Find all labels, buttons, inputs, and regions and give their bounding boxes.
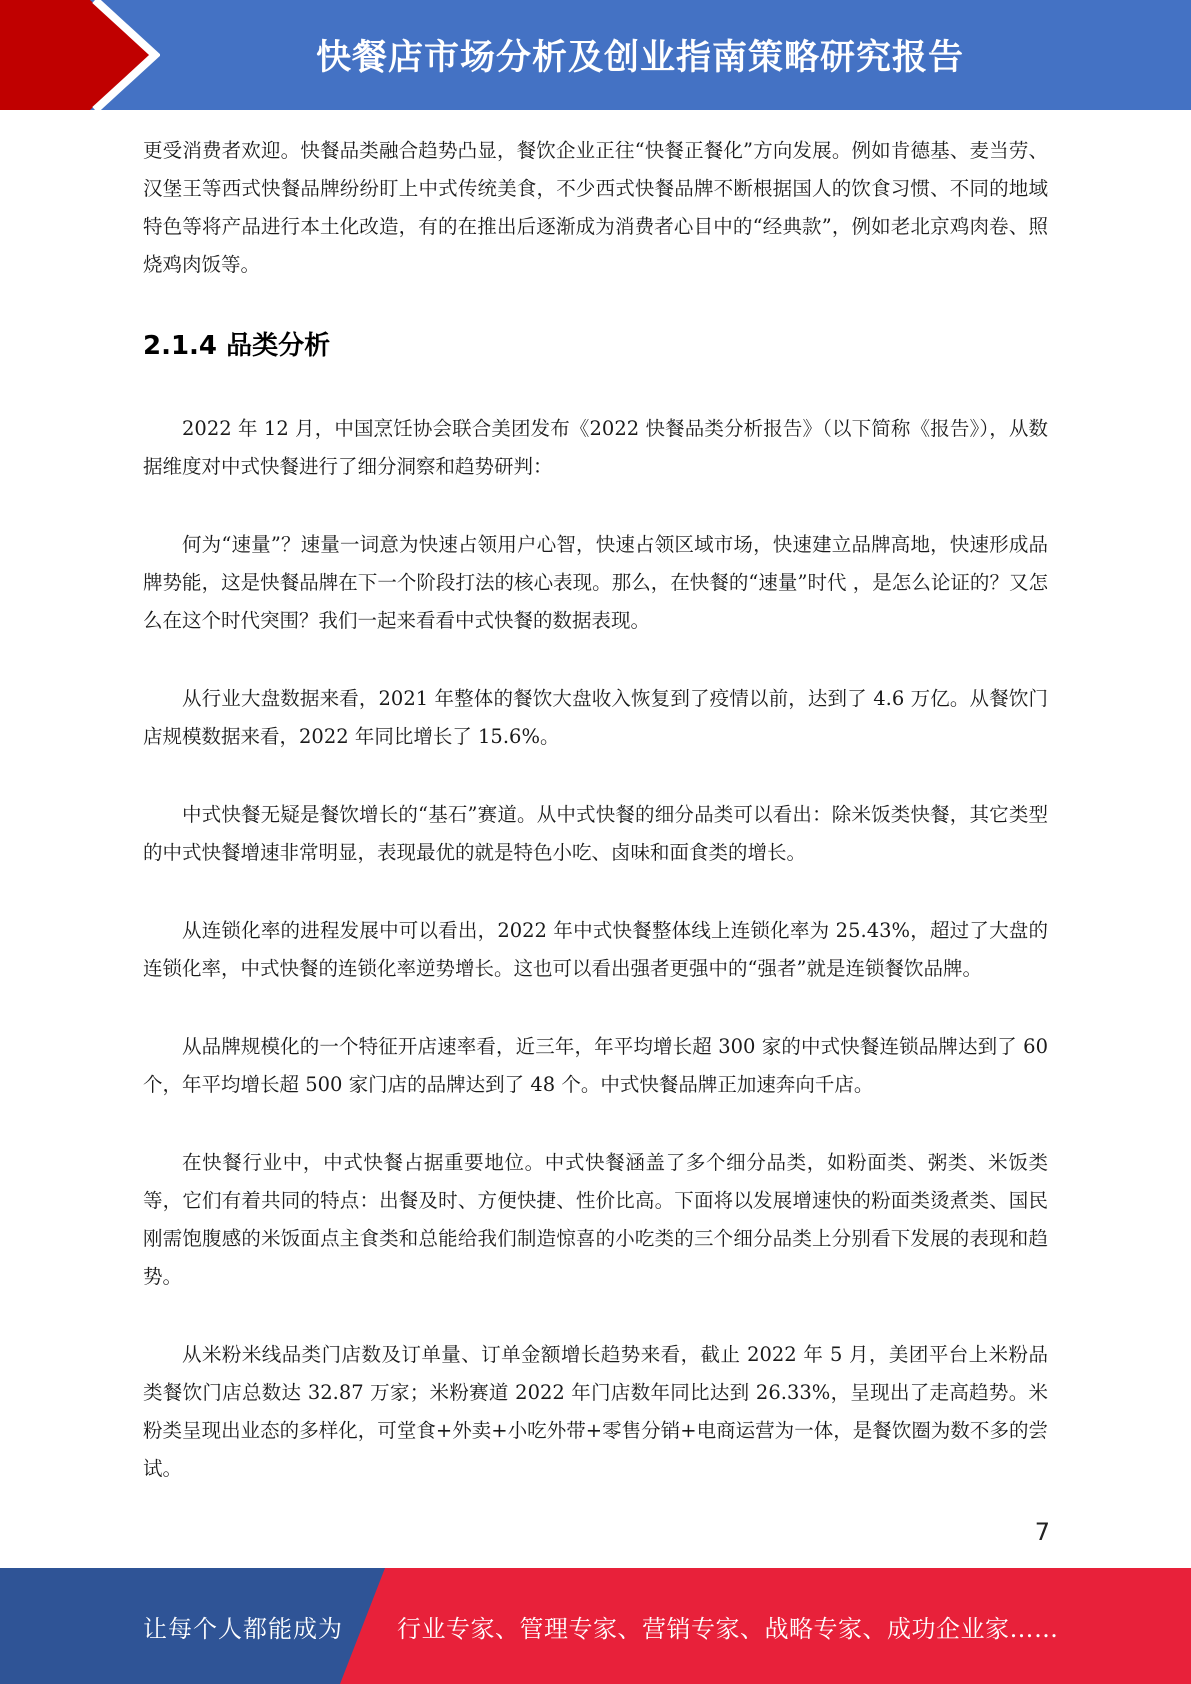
body-paragraph: 从行业大盘数据来看，2021 年整体的餐饮大盘收入恢复到了疫情以前，达到了 4.6 万亿。从餐饮门店规模数据来看，2022 年同比增长了 15.6%。 (143, 687, 1048, 748)
header-band (0, 0, 1191, 110)
body-paragraph: 从米粉米线品类门店数及订单量、订单金额增长趋势来看，截止 2022 年 5 月，美团平台上米粉品类餐饮门店总数达 32.87 万家；米粉赛道 2022 年门店数年同比达到 26.33%，呈现出了走高趋势。米粉类呈现出业态的多样化，可堂食+外卖+小吃外带+零售分销+电商运营为一体，是餐饮圈为数不多的尝试。 (143, 1343, 1048, 1480)
report-title: 快餐店市场分析及创业指南策略研究报告 (315, 38, 964, 78)
header-arrow-icon (0, 0, 160, 110)
body-paragraph: 在快餐行业中，中式快餐占据重要地位。中式快餐涵盖了多个细分品类，如粉面类、粥类、米饭类等，它们有着共同的特点：出餐及时、方便快捷、性价比高。下面将以发展增速快的粉面类烫煮类、国民刚需饱腹感的米饭面点主食类和总能给我们制造惊喜的小吃类的三个细分品类上分别看下发展的表现和趋势。 (143, 1151, 1048, 1288)
footer-band (0, 1568, 1191, 1684)
footer-slogan-right: 行业专家、管理专家、营销专家、战略专家、成功企业家…… (397, 1614, 1059, 1643)
page-number: 7 (1034, 1518, 1050, 1546)
body-paragraph: 中式快餐无疑是餐饮增长的“基石”赛道。从中式快餐的细分品类可以看出：除米饭类快餐，其它类型的中式快餐增速非常明显，表现最优的就是特色小吃、卤味和面食类的增长。 (143, 803, 1048, 864)
footer-slogan-left: 让每个人都能成为 (143, 1614, 343, 1643)
section-heading: 2.1.4 品类分析 (143, 331, 331, 361)
body-paragraph: 2022 年 12 月，中国烹饪协会联合美团发布《2022 快餐品类分析报告》（以下简称《报告》），从数据维度对中式快餐进行了细分洞察和趋势研判： (143, 417, 1048, 478)
body-paragraph: 从连锁化率的进程发展中可以看出，2022 年中式快餐整体线上连锁化率为 25.43%，超过了大盘的连锁化率，中式快餐的连锁化率逆势增长。这也可以看出强者更强中的“强者”就是连锁餐饮品牌。 (143, 919, 1048, 980)
body-paragraph: 从品牌规模化的一个特征开店速率看，近三年，年平均增长超 300 家的中式快餐连锁品牌达到了 60 个，年平均增长超 500 家门店的品牌达到了 48 个。中式快餐品牌正加速奔向千店。 (143, 1035, 1048, 1096)
body-paragraph: 何为“速量”？速量一词意为快速占领用户心智，快速占领区域市场，快速建立品牌高地，快速形成品牌势能，这是快餐品牌在下一个阶段打法的核心表现。那么，在快餐的“速量”时代 ，是怎么论证的？又怎么在这个时代突围？我们一起来看看中式快餐的数据表现。 (143, 533, 1048, 632)
main-content (143, 132, 1048, 1488)
intro-paragraph: 更受消费者欢迎。快餐品类融合趋势凸显，餐饮企业正往“快餐正餐化”方向发展。例如肯德基、麦当劳、汉堡王等西式快餐品牌纷纷盯上中式传统美食，不少西式快餐品牌不断根据国人的饮食习惯、不同的地域特色等将产品进行本土化改造，有的在推出后逐渐成为消费者心目中的“经典款”，例如老北京鸡肉卷、照烧鸡肉饭等。 (143, 139, 1048, 276)
